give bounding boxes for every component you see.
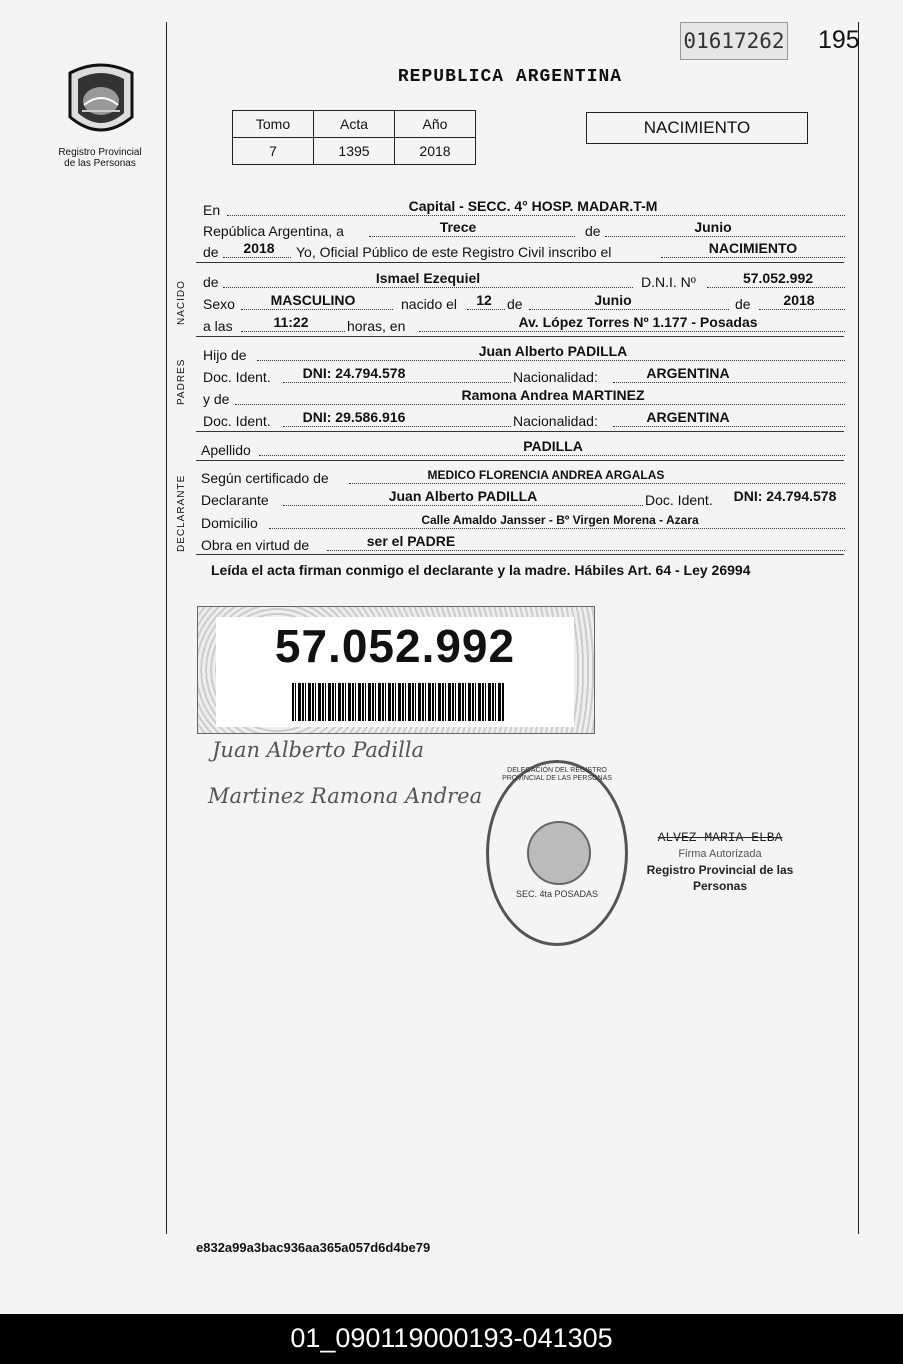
row-padre [203,345,845,363]
dotted-line [283,426,511,427]
sexo-label: Sexo [203,296,238,312]
hora-value: 11:22 [273,314,309,330]
row-sexo [203,294,845,312]
anio-header: Año [395,111,476,138]
dotted-line [257,360,845,361]
dotted-line [269,528,845,529]
birth-year-value: 2018 [783,292,815,308]
lugar-value: Av. López Torres Nº 1.177 - Posadas [518,314,758,330]
nacionalidad-label: Nacionalidad: [513,413,601,429]
decl-doc-label: Doc. Ident. [645,492,716,508]
dotted-line [661,257,845,258]
dotted-line [707,287,845,288]
dotted-line [235,404,845,405]
hijo-label: Hijo de [203,347,250,363]
republica-label: República Argentina, a [203,223,347,239]
dotted-line [605,236,845,237]
year-value: 2018 [243,240,275,256]
stamp-seal-icon [527,821,591,885]
section-divider [196,336,844,337]
page-number: 195 [818,26,860,54]
serial-number: 01617262 [680,22,788,60]
row-year [203,242,845,260]
domicilio-label: Domicilio [201,515,261,531]
dotted-line [613,426,845,427]
month-value: Junio [694,219,732,235]
dni-barcode-label [197,606,595,734]
barcode-panel [216,617,574,727]
dotted-line [419,331,845,332]
row-domicilio [203,513,845,531]
dotted-line [369,236,575,237]
signature-declarante: Juan Alberto Padilla [212,738,425,762]
apellido-value: PADILLA [523,438,583,454]
madre-doc-value: DNI: 29.586.916 [302,409,406,425]
official-name: ALVEZ MARIA ELBA [657,830,783,845]
en-label: En [203,202,223,218]
madre-value: Ramona Andrea MARTINEZ [461,387,645,403]
birth-month-value: Junio [594,292,632,308]
dni-label: D.N.I. Nº [641,274,699,290]
madre-nac-value: ARGENTINA [646,409,730,425]
obra-value: ser el PADRE [366,533,456,549]
declarante-value: Juan Alberto PADILLA [388,488,538,504]
official-signature-block [620,830,820,894]
left-margin-line [166,22,167,1234]
acta-value: 1395 [314,138,395,165]
official-role: Firma Autorizada [678,848,762,860]
section-label-padres: PADRES [176,358,187,405]
doc-label: Doc. Ident. [203,413,274,429]
official-org: Registro Provincial de las Personas [646,863,794,893]
dotted-line [283,382,511,383]
anio-value: 2018 [395,138,476,165]
stamp-center-text: SEC. 4ta POSADAS [515,889,599,899]
dotted-line [759,309,845,310]
dotted-line [467,309,505,310]
row-declarante [203,490,845,508]
stamp-ring-text: DELEGACIÓN DEL REGISTRO PROVINCIAL DE LAS PERSONAS [502,767,612,782]
apellido-label: Apellido [201,442,254,458]
certificado-label: Según certificado de [201,470,332,486]
birth-day-value: 12 [476,292,492,308]
dotted-line [349,483,845,484]
section-divider [196,460,844,461]
row-en [203,200,845,218]
dotted-line [327,550,845,551]
closing-statement: Leída el acta firman conmigo el declarante y la madre. Hábiles Art. 64 - Ley 26994 [211,562,751,578]
dotted-line [529,309,729,310]
dni-value: 57.052.992 [742,270,814,286]
domicilio-value: Calle Amaldo Jansser - Bº Virgen Morena - Azara [421,513,699,527]
document-hash: e832a99a3bac936aa365a057d6d4be79 [196,1240,431,1255]
certificado-value: MEDICO FLORENCIA ANDREA ARGALAS [427,468,665,482]
day-value: Trece [439,219,477,235]
row-obra [203,535,845,553]
row-madre [203,389,845,407]
nombre-label: de [203,274,222,290]
right-margin-line [858,22,859,1234]
registry-line-1: Registro Provincial [58,147,142,158]
dotted-line [613,382,845,383]
nacionalidad-label: Nacionalidad: [513,369,601,385]
de-label: de [735,296,754,312]
section-label-declarante: DECLARANTE [176,474,187,552]
yde-label: y de [203,391,232,407]
barcode-icon [292,683,504,721]
barcode-number: 57.052.992 [274,620,516,672]
tomo-acta-year-table [232,110,476,165]
section-divider [196,431,844,432]
document-title: REPUBLICA ARGENTINA [397,67,623,87]
section-label-nacido: NACIDO [176,280,187,325]
province-shield-logo [60,55,142,145]
row-madre-doc [203,411,845,429]
padre-doc-value: DNI: 24.794.578 [302,365,406,381]
row-certificado [203,468,845,486]
obra-label: Obra en virtud de [201,537,312,553]
nacido-label: nacido el [401,296,460,312]
de-label: de [507,296,526,312]
padre-value: Juan Alberto PADILLA [478,343,628,359]
dotted-line [227,215,845,216]
row-nombre [203,272,845,290]
dotted-line [283,505,643,506]
record-type-box: NACIMIENTO [586,112,808,144]
registry-label [40,147,160,169]
doc-label: Doc. Ident. [203,369,274,385]
section-divider [196,554,844,555]
en-value: Capital - SECC. 4° HOSP. MADAR.T-M [408,198,658,214]
footer-code: 01_090119000193-041305 [0,1314,903,1364]
row-padre-doc [203,367,845,385]
year-prefix: de [203,244,222,260]
de-label: de [585,223,604,239]
declarante-doc-value: DNI: 24.794.578 [733,488,837,504]
tomo-value: 7 [233,138,314,165]
registry-line-2: de las Personas [64,158,136,169]
official-stamp [486,760,628,946]
acta-header: Acta [314,111,395,138]
nombre-value: Ismael Ezequiel [375,270,481,286]
signature-madre: Martinez Ramona Andrea [208,784,483,808]
padre-nac-value: ARGENTINA [646,365,730,381]
dotted-line [223,287,633,288]
row-hora [203,316,845,334]
dotted-line [223,257,291,258]
section-divider [196,262,844,263]
oficial-text: Yo, Oficial Público de este Registro Civil inscribo el [296,244,614,260]
inscribo-value: NACIMIENTO [708,240,798,256]
row-republica [203,221,845,239]
dotted-line [241,331,345,332]
dotted-line [241,309,393,310]
dotted-line [259,455,845,456]
horas-label: horas, en [347,318,408,334]
alas-label: a las [203,318,236,334]
declarante-label: Declarante [201,492,272,508]
sexo-value: MASCULINO [270,292,356,308]
tomo-header: Tomo [233,111,314,138]
row-apellido [203,440,845,458]
